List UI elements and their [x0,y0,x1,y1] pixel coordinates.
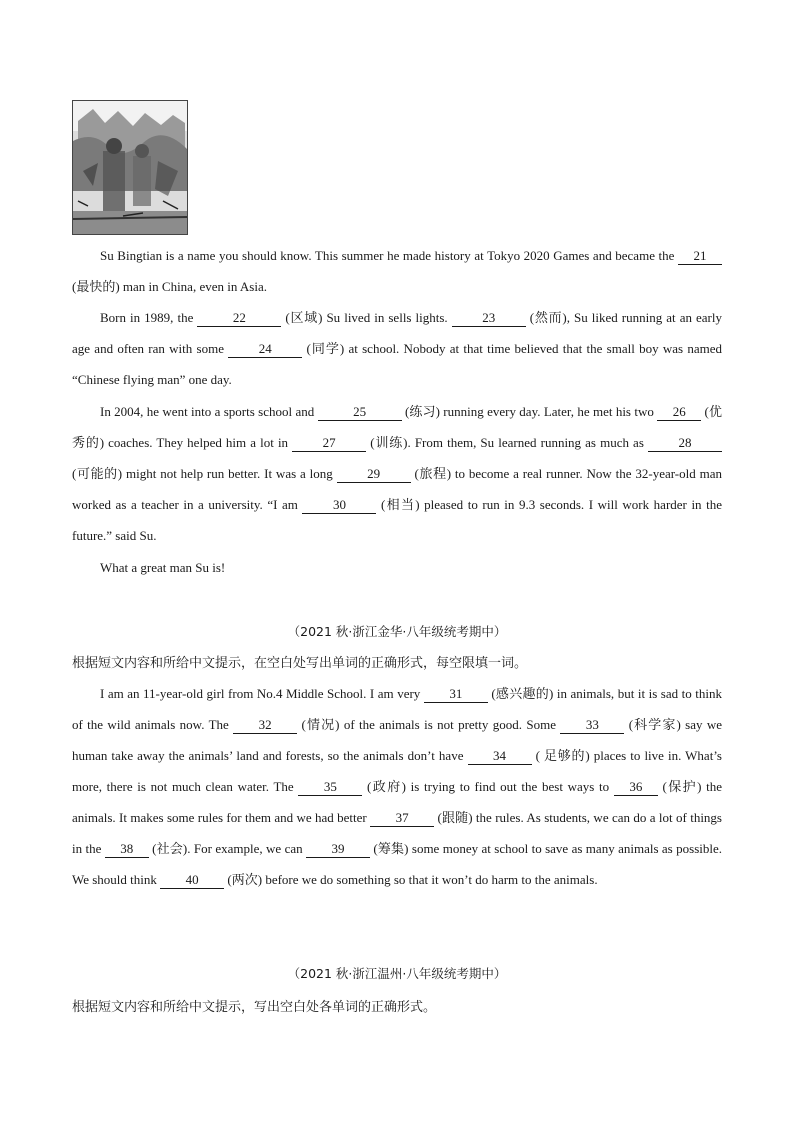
blank-31[interactable]: 31 [424,686,488,703]
blank-37[interactable]: 37 [370,810,434,827]
blank-28[interactable]: 28 [648,435,722,452]
section3-instruction: 根据短文内容和所给中文提示，写出空白处各单词的正确形式。 [72,1000,437,1015]
paragraph-text: (保护) the animals. It makes some rules for them and we had better [72,779,722,825]
paragraph-text: (政府) is trying to find out the best ways to [362,779,614,794]
blank-30[interactable]: 30 [302,497,376,514]
paragraph-text: (同学) at school. Nobody at that time believed that the small boy was named “Chinese flying man” one day. [72,341,722,387]
passage1-paragraph2 [72,302,722,395]
blank-39[interactable]: 39 [306,841,370,858]
paragraph-text: (筹集) some money at school to save as many animals as possible. We should think [72,841,722,887]
paragraph-text: (旅程) to become a real runner. Now the 32-year-old man worked as a teacher in a university. “I am [72,466,722,512]
paragraph-text: (两次) before we do something so that it won’t do harm to the animals. [224,872,598,887]
section2-instruction: 根据短文内容和所给中文提示，在空白处写出单词的正确形式，每空限填一词。 [72,656,528,671]
blank-25[interactable]: 25 [318,404,402,421]
paragraph-text: (区域) Su lived in sells lights. [281,310,452,325]
paragraph-text: Su Bingtian is a name you should know. This summer he made history at Tokyo 2020 Games and became the [100,248,675,263]
section3-source: （2021 秋·浙江温州·八年级统考期中） [287,966,507,981]
passage1-paragraph4: What a great man Su is! [100,560,226,575]
paragraph-text: (优秀的) coaches. They helped him a lot in [72,404,722,450]
paragraph-text: (然而), Su liked running at an early age and often ran with some [72,310,722,356]
blank-40[interactable]: 40 [160,872,224,889]
blank-23[interactable]: 23 [452,310,526,327]
blank-34[interactable]: 34 [468,748,532,765]
blank-35[interactable]: 35 [298,779,362,796]
paragraph-text: (跟随) the rules. As students, we can do a lot of things in the [72,810,722,856]
paragraph-text: (相当) pleased to run in 9.3 seconds. I will work harder in the future.” said Su. [72,497,722,543]
paragraph-text: In 2004, he went into a sports school and [100,404,318,419]
paragraph-text: Born in 1989, the [100,310,198,325]
paragraph-text: (科学家) say we human take away the animals’ land and forests, so the animals don’t have [72,717,722,763]
athlete-photo [72,100,188,235]
passage1-paragraph1 [72,240,722,302]
paragraph-text: (可能的) might not help run better. It was a long [72,466,337,481]
blank-33[interactable]: 33 [560,717,624,734]
paragraph-text: (练习) running every day. Later, he met his two [401,404,658,419]
blank-32[interactable]: 32 [233,717,297,734]
blank-36[interactable]: 36 [614,779,658,796]
blank-22[interactable]: 22 [197,310,281,327]
paragraph-text: ( 足够的) places to live in. What’s more, there is not much clean water. The [72,748,722,794]
photo-image-icon [73,101,187,234]
paragraph-text: I am an 11-year-old girl from No.4 Middle School. I am very [100,686,424,701]
passage1-paragraph3 [72,396,722,551]
blank-24[interactable]: 24 [228,341,302,358]
section2-paragraph [72,678,722,895]
blank-21[interactable]: 21 [678,248,722,265]
paragraph-text: (情况) of the animals is not pretty good. Some [297,717,561,732]
paragraph-text: (感兴趣的) in animals, but it is sad to think of the wild animals now. The [72,686,722,732]
blank-29[interactable]: 29 [337,466,411,483]
paragraph-text: (最快的) man in China, even in Asia. [72,279,267,294]
blank-26[interactable]: 26 [657,404,701,421]
paragraph-text: (训练). From them, Su learned running as much as [366,435,648,450]
paragraph-text: (社会). For example, we can [148,841,307,856]
blank-38[interactable]: 38 [105,841,149,858]
section2-source: （2021 秋·浙江金华·八年级统考期中） [287,624,507,639]
blank-27[interactable]: 27 [292,435,366,452]
